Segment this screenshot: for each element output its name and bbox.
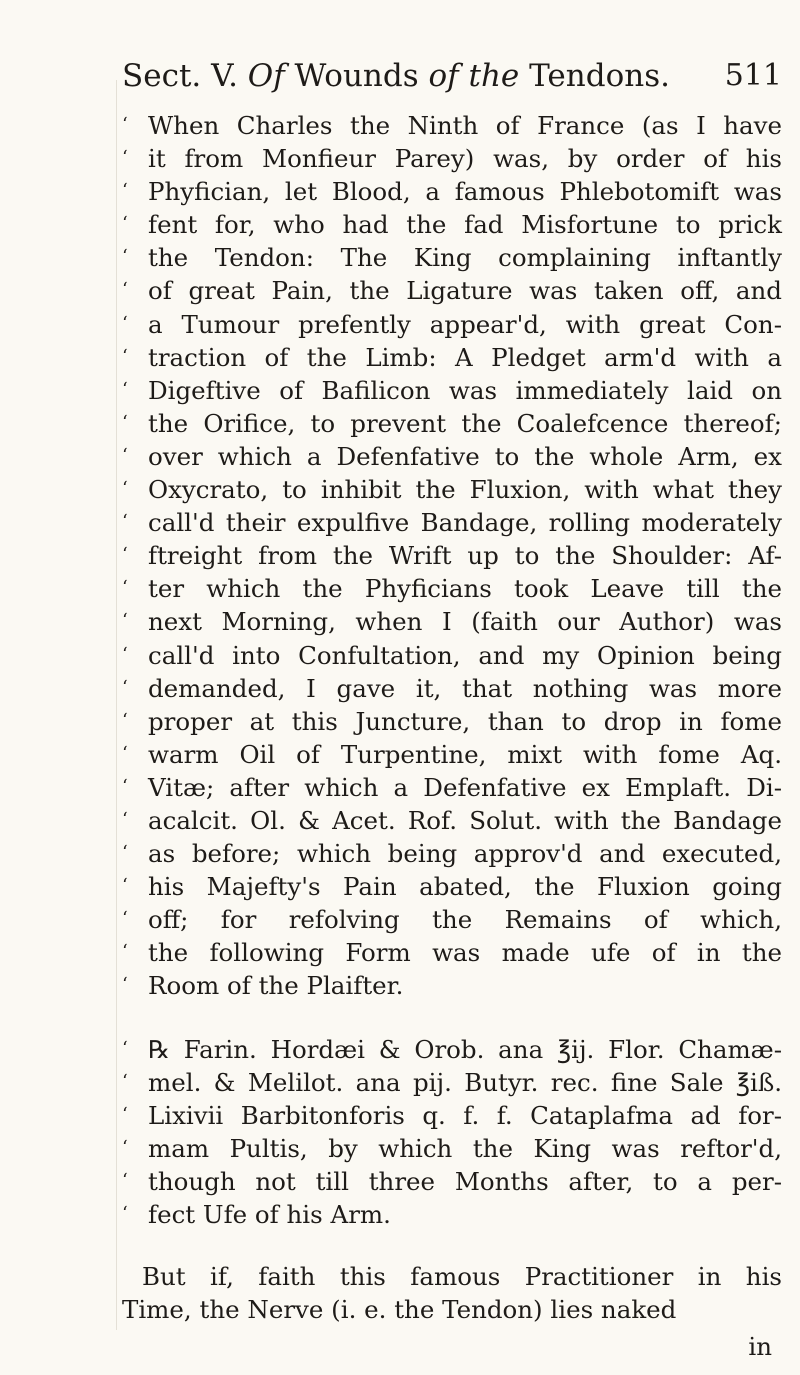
- text-line: [122, 571, 782, 604]
- text-line: [122, 704, 782, 737]
- line-text: off; for refolving the Remains of which,: [148, 905, 782, 935]
- text-line: [122, 869, 782, 902]
- title-of-the: of the: [428, 58, 520, 94]
- line-text: ftreight from the Wrift up to the Shoulder: Af-: [148, 541, 782, 571]
- quote-mark: ‘: [122, 676, 128, 698]
- quote-mark: ‘: [122, 147, 128, 169]
- line-text: fent for, who had the fad Misfortune to prick: [148, 210, 782, 240]
- text-line: [122, 1260, 782, 1293]
- text-line: [122, 902, 782, 935]
- text-line: [122, 340, 782, 373]
- quote-mark: ‘: [122, 511, 128, 533]
- quote-mark: ‘: [122, 444, 128, 466]
- text-line: [122, 836, 782, 869]
- text-line: [122, 1164, 782, 1197]
- line-text: next Morning, when I (faith our Author) was: [148, 607, 782, 637]
- quote-mark: ‘: [122, 114, 128, 135]
- text-line: [122, 803, 782, 836]
- quote-mark: ‘: [122, 1037, 128, 1059]
- line-text: But if, faith this famous Practitioner in his: [142, 1262, 782, 1292]
- line-text: Phyfician, let Blood, a famous Phlebotomift was: [148, 177, 782, 207]
- quote-mark: ‘: [122, 709, 128, 731]
- line-text: it from Monfieur Parey) was, by order of his: [148, 144, 782, 174]
- text-line: [122, 406, 782, 439]
- title-main: Wounds: [294, 58, 419, 94]
- line-text: the following Form was made ufe of in the: [148, 938, 782, 968]
- quote-mark: ‘: [122, 312, 128, 334]
- line-text: ℞ Farin. Hordæi & Orob. ana ℥ij. Flor. Chamæ-: [148, 1034, 782, 1064]
- section-label: Sect. V.: [122, 58, 238, 94]
- paragraph-practitioner: [122, 1260, 782, 1326]
- quote-mark: ‘: [122, 378, 128, 400]
- text-line: [122, 174, 782, 207]
- quote-mark: ‘: [122, 643, 128, 665]
- catchword: in: [748, 1332, 772, 1361]
- line-text: traction of the Limb: A Pledget arm'd with a: [148, 342, 782, 372]
- quote-mark: ‘: [122, 875, 128, 897]
- quote-mark: ‘: [122, 1203, 128, 1224]
- quote-mark: ‘: [122, 213, 128, 235]
- text-line: [122, 439, 782, 472]
- quote-mark: ‘: [122, 775, 128, 797]
- quote-mark: ‘: [122, 1070, 128, 1092]
- line-text: mel. & Melilot. ana pij. Butyr. rec. fine Sale ℥iß.: [148, 1067, 782, 1097]
- quote-mark: ‘: [122, 246, 128, 268]
- line-text: Oxycrato, to inhibit the Fluxion, with what they: [148, 475, 782, 505]
- quote-mark: ‘: [122, 544, 128, 566]
- quote-mark: ‘: [122, 742, 128, 764]
- quote-mark: ‘: [122, 1136, 128, 1158]
- text-line: [122, 108, 782, 141]
- quote-mark: ‘: [122, 808, 128, 830]
- line-text: Lixivii Barbitonforis q. f. f. Cataplafma ad for-: [148, 1100, 782, 1130]
- quote-mark: ‘: [122, 908, 128, 930]
- line-text: the Tendon: The King complaining inftantly: [148, 243, 782, 273]
- line-text: Digeftive of Bafilicon was immediately laid on: [148, 375, 782, 405]
- line-text: his Majefty's Pain abated, the Fluxion going: [148, 872, 782, 902]
- gutter-shadow: [116, 80, 117, 1330]
- line-text: mam Pultis, by which the King was reftor'd,: [148, 1133, 782, 1163]
- quoted-paragraph-recipe: [122, 1032, 782, 1231]
- line-text: though not till three Months after, to a per-: [148, 1166, 782, 1196]
- line-text: ter which the Phyficians took Leave till the: [148, 574, 782, 604]
- quote-mark: ‘: [122, 974, 128, 996]
- quote-mark: ‘: [122, 610, 128, 632]
- text-line: [122, 141, 782, 174]
- running-head: [122, 58, 670, 94]
- text-line: [122, 638, 782, 671]
- line-text: When Charles the Ninth of France (as I have: [148, 111, 782, 140]
- line-text: a Tumour prefently appear'd, with great Con-: [148, 309, 782, 339]
- text-line: [122, 1032, 782, 1065]
- text-line: [122, 273, 782, 306]
- quote-mark: ‘: [122, 577, 128, 599]
- quote-mark: ‘: [122, 478, 128, 500]
- line-text: Vitæ; after which a Defenfative ex Emplaft. Di-: [148, 772, 782, 802]
- quote-mark: ‘: [122, 842, 128, 864]
- text-line: [122, 1065, 782, 1098]
- line-text: over which a Defenfative to the whole Arm, ex: [148, 441, 782, 471]
- page-header: [122, 58, 782, 98]
- line-text: of great Pain, the Ligature was taken off, and: [148, 276, 782, 306]
- text-line: [122, 737, 782, 770]
- line-text: call'd their expulfive Bandage, rolling moderately: [148, 508, 782, 538]
- quoted-paragraph-case: [122, 108, 782, 1002]
- text-line: [122, 1131, 782, 1164]
- page-body: [122, 108, 782, 1326]
- text-line: [122, 505, 782, 538]
- text-line: [122, 604, 782, 637]
- text-line: [122, 968, 782, 1001]
- text-line: [122, 240, 782, 273]
- line-text: call'd into Confultation, and my Opinion being: [148, 640, 782, 670]
- text-line: [122, 472, 782, 505]
- quote-mark: ‘: [122, 1103, 128, 1125]
- text-line: [122, 373, 782, 406]
- line-text: demanded, I gave it, that nothing was more: [148, 673, 782, 703]
- page-number: 511: [724, 58, 782, 93]
- line-text: acalcit. Ol. & Acet. Rof. Solut. with the Bandage: [148, 805, 782, 835]
- text-line: [122, 1098, 782, 1131]
- line-text: warm Oil of Turpentine, mixt with fome Aq.: [148, 739, 782, 769]
- line-text: proper at this Juncture, than to drop in fome: [148, 706, 782, 736]
- quote-mark: ‘: [122, 279, 128, 301]
- text-line: [122, 538, 782, 571]
- quote-mark: ‘: [122, 1169, 128, 1191]
- text-line: [122, 671, 782, 704]
- title-of: Of: [247, 58, 285, 94]
- quote-mark: ‘: [122, 180, 128, 202]
- text-line: [122, 1293, 782, 1326]
- line-text: as before; which being approv'd and executed,: [148, 839, 782, 869]
- title-end: Tendons.: [529, 58, 670, 94]
- text-line: [122, 1197, 782, 1230]
- quote-mark: ‘: [122, 411, 128, 433]
- line-text: the Orifice, to prevent the Coalefcence thereof;: [148, 408, 782, 438]
- text-line: [122, 307, 782, 340]
- text-line: [122, 935, 782, 968]
- quote-mark: ‘: [122, 941, 128, 963]
- text-line: [122, 770, 782, 803]
- line-text: Time, the Nerve (i. e. the Tendon) lies naked: [122, 1295, 677, 1325]
- line-text: Room of the Plaifter.: [148, 971, 404, 1001]
- text-line: [122, 207, 782, 240]
- quote-mark: ‘: [122, 345, 128, 367]
- line-text: fect Ufe of his Arm.: [148, 1200, 391, 1229]
